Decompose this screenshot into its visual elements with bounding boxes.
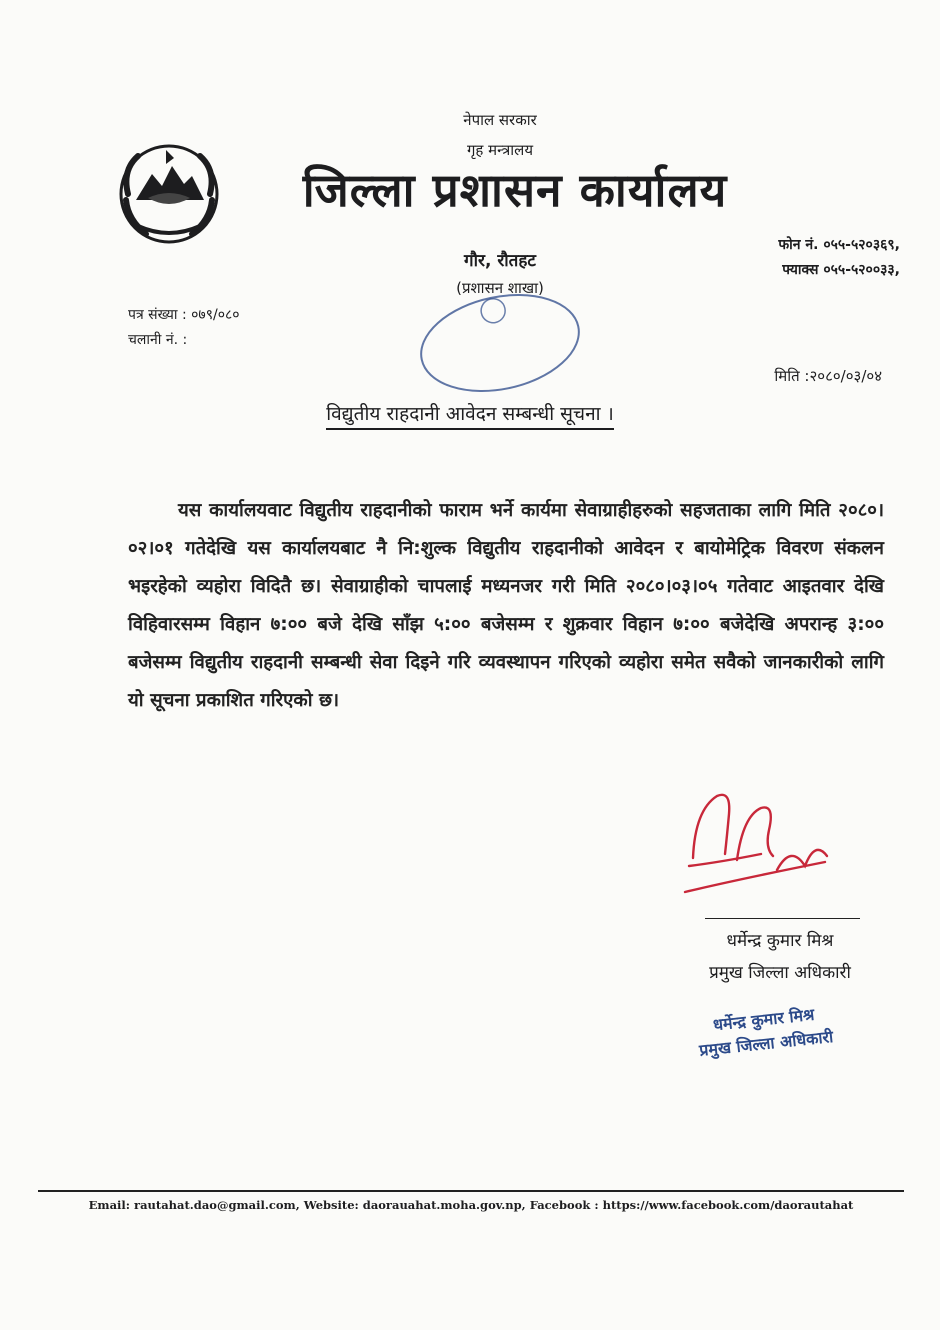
letter-number: पत्र संख्या : ०७९/०८०: [128, 307, 240, 323]
office-title: जिल्ला प्रशासन कार्यालय: [302, 163, 728, 217]
phone-number: फोन नं. ०५५-५२०३६९,: [778, 237, 900, 253]
handwritten-signature: [665, 770, 855, 910]
footer-contact: Email: rautahat.dao@gmail.com, Website: daorauahat.moha.gov.np, Facebook : https://www.facebook.com/daorautahat: [88, 1198, 854, 1212]
office-round-stamp-icon: [410, 288, 590, 398]
notice-subject: [240, 400, 700, 426]
footer-divider: [38, 1190, 904, 1192]
nepal-government-emblem-icon: [108, 140, 230, 248]
dispatch-number: चलानी नं. :: [128, 332, 188, 348]
signer-name: धर्मेन्द्र कुमार मिश्र: [726, 931, 834, 951]
ministry-name: गृह मन्त्रालय: [466, 141, 534, 159]
signer-title: प्रमुख जिल्ला अधिकारी: [709, 963, 851, 983]
signature-stamp: [648, 996, 882, 1068]
office-location: गौर, रौतहट: [464, 251, 536, 271]
stamp-signer-name: धर्मेन्द्र कुमार मिश्र: [712, 1004, 816, 1035]
letter-date: मिति :२०८०/०३/०४: [774, 367, 882, 385]
government-name: नेपाल सरकार: [463, 111, 537, 129]
notice-subject-text: विद्युतीय राहदानी आवेदन सम्बन्धी सूचना ।: [326, 403, 614, 430]
notice-body: यस कार्यालयवाट विद्युतीय राहदानीको फाराम भर्ने कार्यमा सेवाग्राहीहरुको सहजताका लागि मिति २०८०।०२।०१ गतेदेखि यस कार्यालयबाट नै नि:शुल्क विद्युतीय राहदानीको आवेदन र बायोमेट्रिक विवरण संकलन भइरहेको व्यहोरा विदितै छ। सेवाग्राहीको चापलाई मध्यनजर गरी मिति २०८०।०३।०५ गतेवाट आइतवार देखि विहिवारसम्म विहान ७:०० बजे देखि साँझ ५:०० बजेसम्म र शुक्रवार विहान ७:०० बजेदेखि अपरान्ह ३:०० बजेसम्म विद्युतीय राहदानी सम्बन्धी सेवा दिइने गरि व्यवस्थापन गरिएको व्यहोरा समेत सवैको जानकारीको लागि यो सूचना प्रकाशित गरिएको छ।: [128, 500, 884, 711]
stamp-signer-title: प्रमुख जिल्ला अधिकारी: [698, 1026, 835, 1060]
fax-number: फ्याक्स ०५५-५२००३३,: [782, 262, 900, 278]
office-section: (प्रशासन शाखा): [456, 279, 544, 297]
signature-line: [705, 918, 860, 919]
